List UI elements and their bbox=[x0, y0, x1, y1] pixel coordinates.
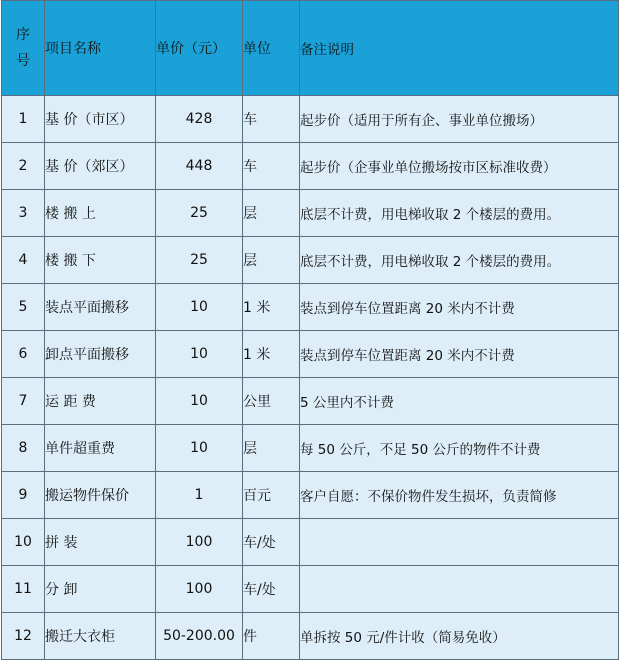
cell-no: 1 bbox=[2, 96, 45, 143]
table-row bbox=[2, 613, 619, 660]
cell-price: 10 bbox=[156, 378, 243, 425]
cell-name: 搬迁大衣柜 bbox=[45, 613, 156, 660]
cell-no: 10 bbox=[2, 519, 45, 566]
header-no-line2: 号 bbox=[16, 53, 30, 69]
cell-name: 基 价（郊区） bbox=[45, 143, 156, 190]
cell-name: 楼 搬 上 bbox=[45, 190, 156, 237]
table-row bbox=[2, 566, 619, 613]
cell-note: 底层不计费，用电梯收取 2 个楼层的费用。 bbox=[300, 237, 619, 284]
table-row bbox=[2, 519, 619, 566]
cell-unit: 车/处 bbox=[243, 519, 300, 566]
cell-price: 100 bbox=[156, 566, 243, 613]
cell-unit: 层 bbox=[243, 425, 300, 472]
cell-price: 448 bbox=[156, 143, 243, 190]
cell-name: 楼 搬 下 bbox=[45, 237, 156, 284]
table-row bbox=[2, 425, 619, 472]
header-cell-name: 项目名称 bbox=[45, 1, 156, 96]
cell-price: 25 bbox=[156, 190, 243, 237]
cell-note: 客户自愿：不保价物件发生损坏，负责简修 bbox=[300, 472, 619, 519]
cell-note: 装点到停车位置距离 20 米内不计费 bbox=[300, 331, 619, 378]
price-table bbox=[1, 0, 619, 660]
cell-note bbox=[300, 566, 619, 613]
cell-name: 拼 装 bbox=[45, 519, 156, 566]
header-cell-unit: 单位 bbox=[243, 1, 300, 96]
cell-unit: 层 bbox=[243, 190, 300, 237]
cell-unit: 车 bbox=[243, 96, 300, 143]
cell-price: 10 bbox=[156, 331, 243, 378]
cell-name: 搬运物件保价 bbox=[45, 472, 156, 519]
cell-note: 单拆按 50 元/件计收（简易免收） bbox=[300, 613, 619, 660]
cell-unit: 件 bbox=[243, 613, 300, 660]
cell-price: 428 bbox=[156, 96, 243, 143]
cell-name: 基 价（市区） bbox=[45, 96, 156, 143]
cell-unit: 公里 bbox=[243, 378, 300, 425]
cell-note: 5 公里内不计费 bbox=[300, 378, 619, 425]
cell-price: 10 bbox=[156, 425, 243, 472]
cell-price: 1 bbox=[156, 472, 243, 519]
cell-no: 2 bbox=[2, 143, 45, 190]
table-row bbox=[2, 472, 619, 519]
cell-price: 25 bbox=[156, 237, 243, 284]
cell-no: 4 bbox=[2, 237, 45, 284]
table-row bbox=[2, 96, 619, 143]
cell-name: 分 卸 bbox=[45, 566, 156, 613]
cell-name: 卸点平面搬移 bbox=[45, 331, 156, 378]
table-row bbox=[2, 284, 619, 331]
table-row bbox=[2, 331, 619, 378]
table-row bbox=[2, 378, 619, 425]
cell-no: 12 bbox=[2, 613, 45, 660]
header-cell-price: 单价（元） bbox=[156, 1, 243, 96]
cell-unit: 车/处 bbox=[243, 566, 300, 613]
cell-price: 10 bbox=[156, 284, 243, 331]
cell-price: 50-200.00 bbox=[156, 613, 243, 660]
cell-note: 每 50 公斤，不足 50 公斤的物件不计费 bbox=[300, 425, 619, 472]
cell-no: 11 bbox=[2, 566, 45, 613]
table-row bbox=[2, 237, 619, 284]
cell-unit: 1 米 bbox=[243, 284, 300, 331]
header-no-line1: 序 bbox=[16, 27, 30, 43]
table-row bbox=[2, 190, 619, 237]
cell-no: 9 bbox=[2, 472, 45, 519]
cell-unit: 车 bbox=[243, 143, 300, 190]
header-cell-no bbox=[2, 1, 45, 96]
cell-note: 起步价（适用于所有企、事业单位搬场） bbox=[300, 96, 619, 143]
cell-unit: 1 米 bbox=[243, 331, 300, 378]
cell-name: 装点平面搬移 bbox=[45, 284, 156, 331]
cell-unit: 层 bbox=[243, 237, 300, 284]
cell-name: 运 距 费 bbox=[45, 378, 156, 425]
cell-note: 起步价（企事业单位搬场按市区标准收费） bbox=[300, 143, 619, 190]
cell-no: 8 bbox=[2, 425, 45, 472]
cell-no: 3 bbox=[2, 190, 45, 237]
cell-unit: 百元 bbox=[243, 472, 300, 519]
header-cell-note: 备注说明 bbox=[300, 1, 619, 96]
cell-no: 7 bbox=[2, 378, 45, 425]
cell-note: 底层不计费，用电梯收取 2 个楼层的费用。 bbox=[300, 190, 619, 237]
price-table-body bbox=[2, 1, 619, 660]
cell-no: 6 bbox=[2, 331, 45, 378]
cell-name: 单件超重费 bbox=[45, 425, 156, 472]
table-row bbox=[2, 143, 619, 190]
cell-no: 5 bbox=[2, 284, 45, 331]
cell-note: 装点到停车位置距离 20 米内不计费 bbox=[300, 284, 619, 331]
cell-price: 100 bbox=[156, 519, 243, 566]
cell-note bbox=[300, 519, 619, 566]
table-header-row bbox=[2, 1, 619, 96]
